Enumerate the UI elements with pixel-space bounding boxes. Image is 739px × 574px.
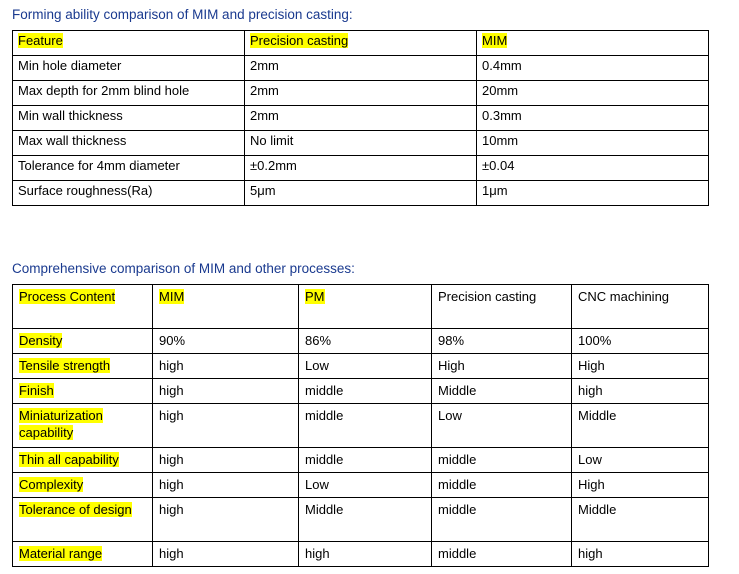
table1-header-cell xyxy=(245,31,477,56)
section-title-comprehensive: Comprehensive comparison of MIM and other processes: xyxy=(12,261,355,276)
table-row xyxy=(13,542,709,567)
table1-cell: Max wall thickness xyxy=(13,131,245,156)
table-row xyxy=(13,354,709,379)
table2-label-cell xyxy=(13,329,153,354)
table-row xyxy=(13,498,709,542)
forming-ability-table xyxy=(12,30,709,206)
table1-cell: 2mm xyxy=(245,56,477,81)
table1-cell: 20mm xyxy=(477,81,709,106)
section-gap xyxy=(10,206,729,258)
table2-cell: high xyxy=(572,542,709,567)
table2-header-0: Process Content xyxy=(19,289,116,304)
table2-cell: High xyxy=(572,473,709,498)
table2-label-cell xyxy=(13,473,153,498)
table2-header-cell xyxy=(299,285,432,329)
table2-row-label: Density xyxy=(19,333,63,348)
table2-cell: Middle xyxy=(572,404,709,448)
table2-cell: 86% xyxy=(299,329,432,354)
table1-cell: 0.3mm xyxy=(477,106,709,131)
table1-cell: 1μm xyxy=(477,181,709,206)
table1-cell: Min wall thickness xyxy=(13,106,245,131)
table-row xyxy=(13,156,709,181)
table1-cell: ±0.2mm xyxy=(245,156,477,181)
table2-cell: high xyxy=(153,473,299,498)
table2-header-2: PM xyxy=(305,289,325,304)
section-title-forming-ability: Forming ability comparison of MIM and precision casting: xyxy=(12,7,353,22)
table2-label-cell xyxy=(13,498,153,542)
table1-cell: Tolerance for 4mm diameter xyxy=(13,156,245,181)
table2-cell: high xyxy=(153,404,299,448)
table1-cell: No limit xyxy=(245,131,477,156)
table2-row-label: Thin all capability xyxy=(19,452,119,467)
table2-cell: high xyxy=(153,379,299,404)
table-row xyxy=(13,448,709,473)
table2-cell: high xyxy=(299,542,432,567)
table-row xyxy=(13,56,709,81)
table2-cell: Middle xyxy=(432,379,572,404)
table-row xyxy=(13,379,709,404)
table2-cell: 100% xyxy=(572,329,709,354)
table2-cell: high xyxy=(572,379,709,404)
table2-cell: Middle xyxy=(299,498,432,542)
table2-label-cell xyxy=(13,354,153,379)
comprehensive-comparison-table xyxy=(12,284,709,567)
table2-cell: middle xyxy=(432,473,572,498)
table2-header-cell xyxy=(572,285,709,329)
table2-cell: 90% xyxy=(153,329,299,354)
table1-header-2: MIM xyxy=(482,33,508,48)
table2-cell: Low xyxy=(299,354,432,379)
table-row xyxy=(13,329,709,354)
table2-header-1: MIM xyxy=(159,289,185,304)
table1-cell: Min hole diameter xyxy=(13,56,245,81)
table-header-row xyxy=(13,285,709,329)
table2-label-cell xyxy=(13,448,153,473)
table2-label-cell xyxy=(13,379,153,404)
table2-row-label: Tolerance of design xyxy=(19,502,132,517)
table-row xyxy=(13,81,709,106)
table-row xyxy=(13,473,709,498)
table-row xyxy=(13,404,709,448)
table2-cell: middle xyxy=(432,498,572,542)
table-row xyxy=(13,181,709,206)
table2-row-label: Finish xyxy=(19,383,54,398)
table2-label-cell xyxy=(13,542,153,567)
table2-header-3: Precision casting xyxy=(438,289,537,304)
table2-header-4: CNC machining xyxy=(578,289,670,304)
table2-cell: high xyxy=(153,354,299,379)
table1-cell: 2mm xyxy=(245,106,477,131)
table-row xyxy=(13,131,709,156)
table1-header-cell xyxy=(477,31,709,56)
table-row xyxy=(13,106,709,131)
table2-cell: middle xyxy=(299,404,432,448)
table1-cell: Surface roughness(Ra) xyxy=(13,181,245,206)
table2-cell: High xyxy=(572,354,709,379)
table1-header-1: Precision casting xyxy=(250,33,349,48)
table-header-row xyxy=(13,31,709,56)
table2-row-label: Miniaturization capability xyxy=(19,408,103,440)
table2-header-cell xyxy=(13,285,153,329)
table2-cell: middle xyxy=(299,448,432,473)
table2-cell: Low xyxy=(572,448,709,473)
table1-cell: 10mm xyxy=(477,131,709,156)
table1-cell: ±0.04 xyxy=(477,156,709,181)
table2-row-label: Tensile strength xyxy=(19,358,111,373)
table2-cell: Middle xyxy=(572,498,709,542)
table1-cell: 5μm xyxy=(245,181,477,206)
table2-header-cell xyxy=(153,285,299,329)
table2-cell: Low xyxy=(432,404,572,448)
table2-cell: middle xyxy=(432,448,572,473)
table2-cell: middle xyxy=(432,542,572,567)
table2-row-label: Material range xyxy=(19,546,103,561)
table1-cell: 0.4mm xyxy=(477,56,709,81)
table1-header-0: Feature xyxy=(18,33,63,48)
table2-cell: Low xyxy=(299,473,432,498)
table1-header-cell xyxy=(13,31,245,56)
table2-cell: High xyxy=(432,354,572,379)
table2-header-cell xyxy=(432,285,572,329)
table2-label-cell xyxy=(13,404,153,448)
table1-cell: 2mm xyxy=(245,81,477,106)
table2-row-label: Complexity xyxy=(19,477,84,492)
table2-cell: high xyxy=(153,498,299,542)
table2-cell: high xyxy=(153,448,299,473)
table1-cell: Max depth for 2mm blind hole xyxy=(13,81,245,106)
table2-cell: high xyxy=(153,542,299,567)
table2-cell: middle xyxy=(299,379,432,404)
table2-cell: 98% xyxy=(432,329,572,354)
